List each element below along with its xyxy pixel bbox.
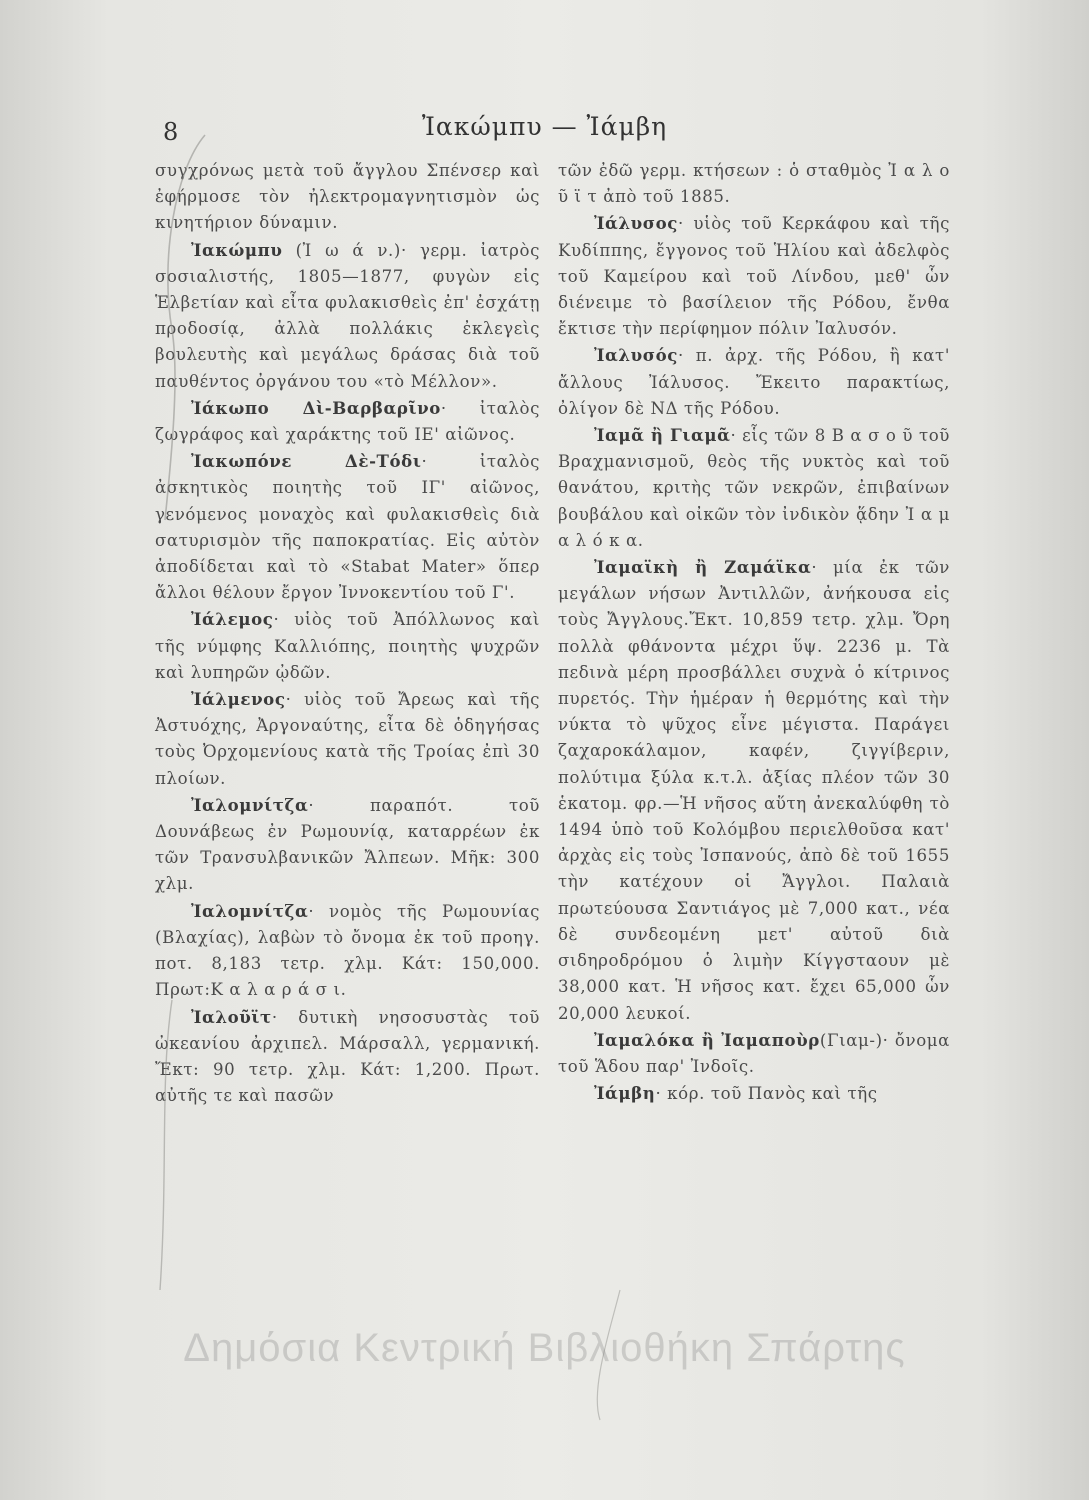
entry-headword: Ἰακωπόνε Δὲ-Τόδι bbox=[191, 451, 422, 472]
entry-text: τῶν ἐδῶ γερμ. κτήσεων : ὁ σταθμὸς Ἰ α λ ο ῦ ϊ τ ἀπὸ τοῦ 1885. bbox=[558, 161, 950, 207]
entry-text: · μία ἐκ τῶν μεγάλων νήσων Ἀντιλλῶν, ἀνήκουσα εἰς τοὺς Ἄγγλους.Ἔκτ. 10,859 τετρ. χλμ. Ὄρη πολλὰ φθάνοντα μέχρι ὕψ. 2236 μ. Τὰ πεδινὰ μέρη προσβάλλει συχνὰ ὁ κίτρινος πυρετός. Τὴν ἡμέραν ἡ θερμότης καὶ τὴν νύκτα τὸ ψῦχος εἶνε μέγιστα. Παράγει ζαχαροκάλαμον, καφέν, ζιγγίβεριν, πολύτιμα ξύλα κ.τ.λ. ἀξίας πλέον τῶν 30 ἑκατομ. φρ.—Ἡ νῆσος αὕτη ἀνεκαλύφθη τὸ 1494 ὑπὸ τοῦ Κολόμβου περιελθοῦσα κατ' ἀρχὰς εἰς τοὺς Ἰσπανούς, ἀπὸ δὲ τοῦ 1655 τὴν κατέχουν οἱ Ἄγγλοι. Παλαιὰ πρωτεύουσα Σαντιάγος μὲ 7,000 κατ., νέα δὲ συνδεομένη μετ' αὐτοῦ διὰ σιδηροδρόμου ὁ λιμὴν Κίγγσταουν μὲ 38,000 κατ. Ἡ νῆσος κατ. ἔχει 65,000 ὧν 20,000 λευκοί. bbox=[558, 558, 950, 1023]
library-stamp: Δημόσια Κεντρική Βιβλιοθήκη Σπάρτης bbox=[183, 1326, 906, 1370]
entry-text: · παραπότ. τοῦ Δουνάβεως ἐν Ρωμουνίᾳ, καταρρέων ἐκ τῶν Τρανσυλβανικῶν Ἄλπεων. Μῆκ: 300 χλμ. bbox=[155, 795, 540, 894]
entry-text: (Γιαμ-)· ὄνομα τοῦ Ἅδου παρ' Ἰνδοῖς. bbox=[558, 1030, 950, 1076]
entry-headword: Ἰάλεμος bbox=[191, 609, 274, 630]
entry-headword: Ἰάλμενος bbox=[191, 689, 286, 710]
entry-headword: Ἰάκωπο Δὶ-Βαρβαρῖνο bbox=[191, 397, 441, 418]
entry-text: · υἱὸς τοῦ Ἄρεως καὶ τῆς Ἀστυόχης, Ἀργοναύτης, εἶτα δὲ ὁδηγήσας τοὺς Ὀρχομενίους κατὰ τῆς Τροίας ἐπὶ 30 πλοίων. bbox=[155, 690, 540, 788]
entry-headword: Ἰαλοῦϊτ bbox=[191, 1006, 272, 1027]
entry-text: (Ἰ ω ά ν.)· γερμ. ἰατρὸς σοσιαλιστής, 1805—1877, φυγὼν εἰς Ἑλβετίαν καὶ εἶτα φυλακισθεὶς ἐπ' ἐσχάτῃ προδοσίᾳ, ἀλλὰ πολλάκις ἐκλεγεὶς βουλευτὴς καὶ μεγάλως δράσας διὰ τοῦ παυθέντος ὀργάνου του «τὸ Μέλλον». bbox=[155, 240, 540, 391]
entry-text: · νομὸς τῆς Ρωμουνίας (Βλαχίας), λαβὼν τὸ ὄνομα ἐκ τοῦ προηγ. ποτ. 8,183 τετρ. χλμ. Κάτ: 150,000. Πρωτ:Κ α λ α ρ ά σ ι. bbox=[155, 901, 540, 1000]
entry-headword: Ἰαμᾶ ἢ Γιαμᾶ bbox=[594, 425, 731, 446]
running-head: Ἰακώμπυ — Ἰάμβη bbox=[421, 112, 668, 141]
entry-text: · ἰταλὸς ἀσκητικὸς ποιητὴς τοῦ ΙΓ' αἰῶνος, γενόμενος μοναχὸς καὶ φυλακισθεὶς διὰ σατυρισμὸν τῆς παποκρατίας. Εἰς αὐτὸν ἀποδίδεται καὶ τὸ «Stabat Mater» ὅπερ ἄλλοι θέλουν ἔργον Ἰννοκεντίου τοῦ Γ'. bbox=[155, 452, 541, 603]
entry-headword: Ἰαμαϊκὴ ἢ Ζαμάϊκα bbox=[594, 557, 812, 578]
entry-headword: Ἰακώμπυ bbox=[191, 239, 283, 260]
entry-headword: Ἰαλομνίτζα bbox=[191, 900, 309, 921]
page-number: 8 bbox=[163, 118, 179, 146]
entry-text: · δυτικὴ νησοσυστὰς τοῦ ὠκεανίου ἀρχιπελ. Μάρσαλλ, γερμανική. Ἔκτ: 90 τετρ. χλμ. Κάτ: 1,200. Πρωτ. αὐτῆς τε καὶ πασῶν bbox=[155, 1007, 540, 1106]
entry-text: συγχρόνως μετὰ τοῦ ἄγγλου Σπένσερ καὶ ἐφήρμοσε τὸν ἠλεκτρομαγνητισμὸν ὡς κινητήριον δύναμιν. bbox=[155, 161, 540, 233]
entry-text: · εἷς τῶν 8 Β α σ ο ῦ τοῦ Βραχμανισμοῦ, θεὸς τῆς νυκτὸς καὶ τοῦ θανάτου, κριτὴς τῶν νεκρῶν, ἐπιβαίνων βουβάλου καὶ οἰκῶν τὸν ἰνδικὸν ᾅδην Ἰ α μ α λ ό κ α. bbox=[558, 426, 950, 550]
entry-text: · υἱὸς τοῦ Κερκάφου καὶ τῆς Κυδίππης, ἔγγονος τοῦ Ἡλίου καὶ ἀδελφὸς τοῦ Καμείρου καὶ τοῦ Λίνδου, μεθ' ὧν διένειμε τὸ βασίλειον τῆς Ρόδου, ἔνθα ἔκτισε τὴν περίφημον πόλιν Ἰαλυσόν. bbox=[558, 214, 950, 339]
entry-headword: Ἰαλομνίτζα bbox=[191, 794, 309, 815]
entry-headword: Ἰαμαλόκα ἢ Ἰαμαποὺρ bbox=[594, 1029, 820, 1050]
entry-text: · π. ἀρχ. τῆς Ρόδου, ἢ κατ' ἄλλους Ἰάλυσος. Ἔκειτο παρακτίως, ὀλίγον δὲ ΝΔ τῆς Ρόδου. bbox=[558, 346, 950, 418]
entry-text: · ἰταλὸς ζωγράφος καὶ χαράκτης τοῦ ΙΕ' αἰῶνος. bbox=[155, 398, 540, 445]
entry-text: · κόρ. τοῦ Πανὸς καὶ τῆς bbox=[655, 1084, 878, 1104]
entry-headword: Ἰάλυσος bbox=[594, 213, 678, 234]
entry-text: · υἱὸς τοῦ Ἀπόλλωνος καὶ τῆς νύμφης Καλλιόπης, ποιητὴς ψυχρῶν καὶ λυπηρῶν ᾠδῶν. bbox=[155, 610, 540, 682]
entry-headword: Ἰαλυσός bbox=[594, 345, 678, 366]
entry-headword: Ἰάμβη bbox=[594, 1083, 656, 1104]
